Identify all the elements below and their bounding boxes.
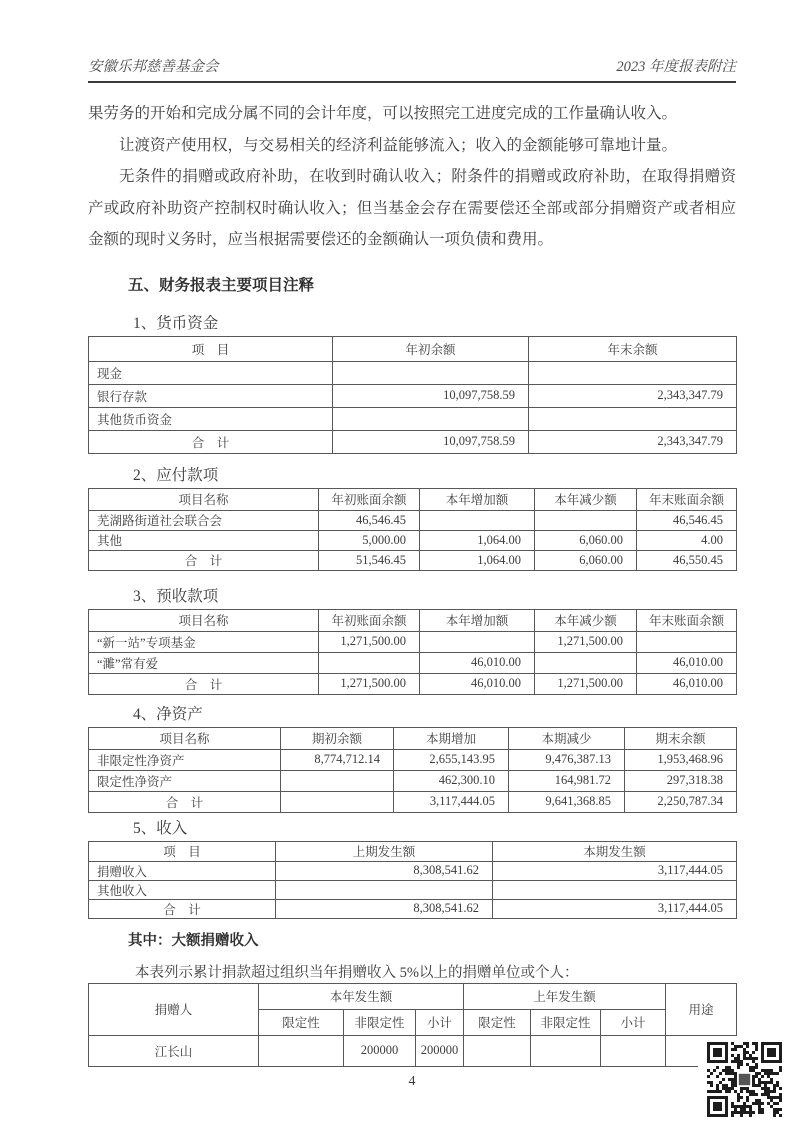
column-header: 项目名称: [89, 609, 319, 631]
table-cell: [601, 1035, 666, 1066]
table-cell: 其他收入: [89, 880, 276, 899]
large-donation-subtitle: 其中：大额捐赠收入: [128, 932, 259, 949]
table-header-row: [89, 841, 737, 861]
table-cell: [529, 361, 737, 384]
column-header: 项目名称: [89, 727, 281, 749]
table-header-row: [89, 983, 737, 1009]
column-header: 年末余额: [529, 336, 737, 361]
table-cell: “濉”常有爱: [89, 652, 319, 673]
table-cell: 合 计: [89, 899, 276, 918]
table-cell: 1,953,468.96: [625, 749, 737, 770]
table-cell: 芜湖路街道社会联合会: [89, 510, 319, 530]
table-row: [89, 880, 737, 899]
paragraph-asset-use-rights: 让渡资产使用权，与交易相关的经济利益能够流入；收入的金额能够可靠地计量。: [119, 136, 678, 154]
table-cell: [531, 1035, 601, 1066]
monetary-funds-table: [88, 336, 737, 454]
table-cell: [276, 880, 493, 899]
column-header: 项 目: [89, 336, 333, 361]
table-row: [89, 530, 737, 550]
table-cell: 46,010.00: [420, 652, 535, 673]
column-header: 期末余额: [625, 727, 737, 749]
paragraph-revenue-recognition: 果劳务的开始和完成分属不同的会计年度，可以按照完工进度完成的工作量确认收入。: [88, 105, 678, 122]
table-cell: 2,250,787.34: [625, 791, 737, 812]
table-row: [89, 1035, 737, 1066]
table-cell: 10,097,758.59: [333, 430, 529, 453]
table-cell: [281, 770, 394, 791]
column-header: 小计: [416, 1009, 464, 1035]
company-name: 安徽乐邦慈善基金会: [88, 59, 219, 75]
table-cell: 46,550.45: [637, 550, 737, 570]
subsection-title-monetary-funds: 1、货币资金: [133, 314, 219, 332]
table-cell: 1,064.00: [420, 530, 535, 550]
table-cell: 9,641,368.85: [509, 791, 625, 812]
column-header: 非限定性: [344, 1009, 416, 1035]
subsection-title-payables: 2、应付款项: [133, 466, 219, 484]
column-header: 年初余额: [333, 336, 529, 361]
column-header: 年末账面余额: [637, 488, 737, 510]
column-header: 期初余额: [281, 727, 394, 749]
doc-title: 2023 年度报表附注: [616, 59, 736, 75]
column-header: 年初账面余额: [319, 488, 420, 510]
table-cell: 8,308,541.62: [276, 899, 493, 918]
table-cell: [420, 510, 535, 530]
column-header: 限定性: [464, 1009, 531, 1035]
table-header-row: [89, 727, 737, 749]
table-row: [89, 631, 737, 652]
table-cell: 51,546.45: [319, 550, 420, 570]
table-cell: 其他货币资金: [89, 407, 333, 430]
page-number: 4: [408, 1073, 416, 1089]
table-header-row: [89, 609, 737, 631]
column-header: 本期增加: [394, 727, 509, 749]
table-cell: 3,117,444.05: [493, 899, 737, 918]
qr-code: [698, 1036, 790, 1123]
column-header: 本期发生额: [493, 841, 737, 861]
table-cell: 46,010.00: [420, 673, 535, 694]
table-cell: 46,010.00: [637, 652, 737, 673]
section-title: 五、财务报表主要项目注释: [128, 276, 315, 294]
table-row: [89, 861, 737, 880]
column-header: 本年减少额: [535, 609, 637, 631]
table-cell: 合 计: [89, 673, 319, 694]
table-cell: [493, 880, 737, 899]
net-assets-table: [88, 727, 737, 813]
column-header: 本期减少: [509, 727, 625, 749]
table-cell: 合 计: [89, 791, 281, 812]
table-cell: 1,271,500.00: [535, 673, 637, 694]
page-header: [88, 55, 736, 83]
table-cell: 3,117,444.05: [493, 861, 737, 880]
table-row: [89, 430, 737, 453]
table-cell: 银行存款: [89, 384, 333, 407]
table-row: [89, 361, 737, 384]
table-cell: [259, 1035, 344, 1066]
table-cell: [535, 510, 637, 530]
table-row: [89, 407, 737, 430]
table-row: [89, 749, 737, 770]
column-header: 项 目: [89, 841, 276, 861]
column-header: 非限定性: [531, 1009, 601, 1035]
table-cell: 9,476,387.13: [509, 749, 625, 770]
table-cell: 1,064.00: [420, 550, 535, 570]
table-row: [89, 791, 737, 812]
table-cell: 捐赠收入: [89, 861, 276, 880]
table-cell: [281, 791, 394, 812]
table-cell: 297,318.38: [625, 770, 737, 791]
table-cell: [535, 652, 637, 673]
table-cell: 4.00: [637, 530, 737, 550]
table-cell: 46,546.45: [637, 510, 737, 530]
table-row: [89, 899, 737, 918]
table-cell: [464, 1035, 531, 1066]
table-cell: 1,271,500.00: [319, 631, 420, 652]
table-row: [89, 673, 737, 694]
table-cell: 6,060.00: [535, 550, 637, 570]
table-cell: 合 计: [89, 430, 333, 453]
table-cell: 1,271,500.00: [319, 673, 420, 694]
column-header: 限定性: [259, 1009, 344, 1035]
large-donation-table: [88, 983, 737, 1067]
table-cell: 5,000.00: [319, 530, 420, 550]
table-cell: 10,097,758.59: [333, 384, 529, 407]
column-header: 年末账面余额: [637, 609, 737, 631]
column-group-last-year: 上年发生额: [464, 983, 666, 1009]
table-cell: 现金: [89, 361, 333, 384]
payables-table: [88, 488, 737, 571]
table-cell: [529, 407, 737, 430]
column-header-purpose: 用途: [666, 983, 737, 1035]
table-header-row: [89, 336, 737, 361]
paragraph-donation-recognition: 无条件的捐赠或政府补助，在收到时确认收入；附条件的捐赠或政府补助，在取得捐赠资产或政府补助资产控制权时确认收入；但当基金会存在需要偿还全部或部分捐赠资产或者相应金额的现时义务时，应当根据需要偿还的金额确认一项负债和费用。: [88, 168, 736, 248]
table-cell: 2,655,143.95: [394, 749, 509, 770]
table-row: [89, 652, 737, 673]
table-cell: 1,271,500.00: [535, 631, 637, 652]
column-header: 本年增加额: [420, 488, 535, 510]
table-cell: [333, 407, 529, 430]
table-cell: 合 计: [89, 550, 319, 570]
table-cell: 46,546.45: [319, 510, 420, 530]
column-header: 项目名称: [89, 488, 319, 510]
table-cell: “新一站”专项基金: [89, 631, 319, 652]
table-cell: 8,308,541.62: [276, 861, 493, 880]
table-cell: 限定性净资产: [89, 770, 281, 791]
table-cell: 非限定性净资产: [89, 749, 281, 770]
table-cell: [333, 361, 529, 384]
page-content: [88, 0, 736, 1090]
column-header: 本年增加额: [420, 609, 535, 631]
table-cell: 3,117,444.05: [394, 791, 509, 812]
income-table: [88, 841, 737, 919]
large-donation-note: 本表列示累计捐款超过组织当年捐赠收入 5%以上的捐赠单位或个人：: [135, 964, 579, 981]
table-cell: [319, 652, 420, 673]
table-row: [89, 384, 737, 407]
table-cell: 2,343,347.79: [529, 384, 737, 407]
table-cell: 2,343,347.79: [529, 430, 737, 453]
advance-receipts-table: [88, 609, 737, 695]
table-cell: 江长山: [89, 1035, 259, 1066]
column-header: 年初账面余额: [319, 609, 420, 631]
table-cell: [637, 631, 737, 652]
table-row: [89, 770, 737, 791]
subsection-title-advance-receipts: 3、预收款项: [133, 587, 219, 605]
table-cell: 462,300.10: [394, 770, 509, 791]
table-header-row: [89, 488, 737, 510]
table-cell: 8,774,712.14: [281, 749, 394, 770]
column-header-donor: 捐赠人: [89, 983, 259, 1035]
table-cell: 46,010.00: [637, 673, 737, 694]
column-group-this-year: 本年发生额: [259, 983, 464, 1009]
table-cell: 164,981.72: [509, 770, 625, 791]
table-cell: 其他: [89, 530, 319, 550]
table-cell: [420, 631, 535, 652]
table-row: [89, 510, 737, 530]
table-cell: 200000: [416, 1035, 464, 1066]
subsection-title-income: 5、收入: [133, 819, 188, 837]
table-cell: 6,060.00: [535, 530, 637, 550]
subsection-title-net-assets: 4、净资产: [133, 705, 203, 723]
column-header: 上期发生额: [276, 841, 493, 861]
table-row: [89, 550, 737, 570]
column-header: 小计: [601, 1009, 666, 1035]
column-header: 本年减少额: [535, 488, 637, 510]
table-cell: 200000: [344, 1035, 416, 1066]
